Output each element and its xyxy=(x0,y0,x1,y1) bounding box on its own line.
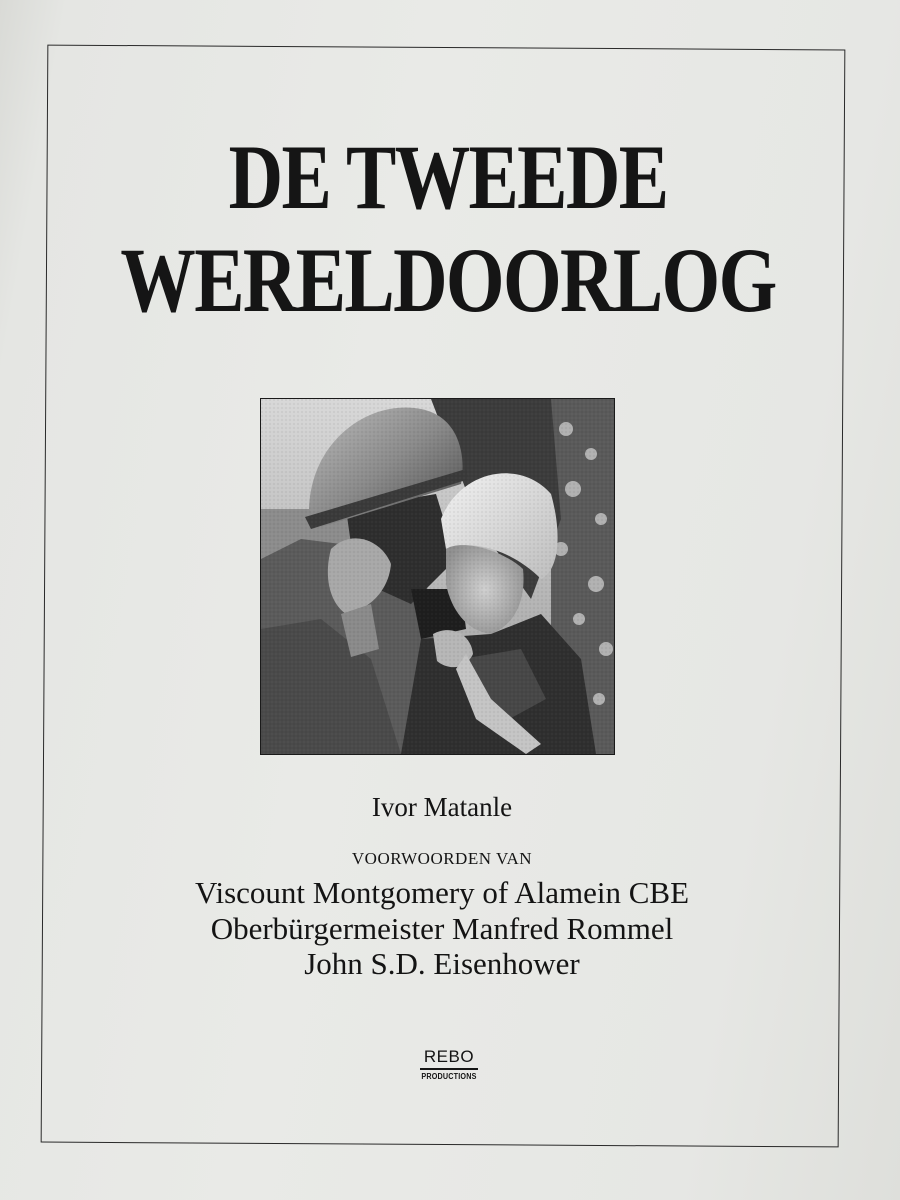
contributor-line: John S.D. Eisenhower xyxy=(304,946,580,981)
book-title-line-1: DE TWEEDE xyxy=(228,126,668,228)
contributor-line: Oberbürgermeister Manfred Rommel xyxy=(210,911,674,946)
book-title-line-2: WERELDOORLOG xyxy=(120,229,776,331)
publisher-subtitle: PRODUCTIONS xyxy=(421,1071,477,1081)
publisher-logo-rule xyxy=(420,1068,478,1070)
cover-photo xyxy=(260,398,615,755)
author-name: Ivor Matanle xyxy=(371,792,513,822)
contributor-line: Viscount Montgomery of Alamein CBE xyxy=(194,875,690,910)
publisher-logo xyxy=(418,1047,480,1082)
photo-illustration xyxy=(261,399,614,754)
forewords-label: VOORWOORDEN VAN xyxy=(351,849,533,868)
publisher-name: REBO xyxy=(423,1047,475,1066)
